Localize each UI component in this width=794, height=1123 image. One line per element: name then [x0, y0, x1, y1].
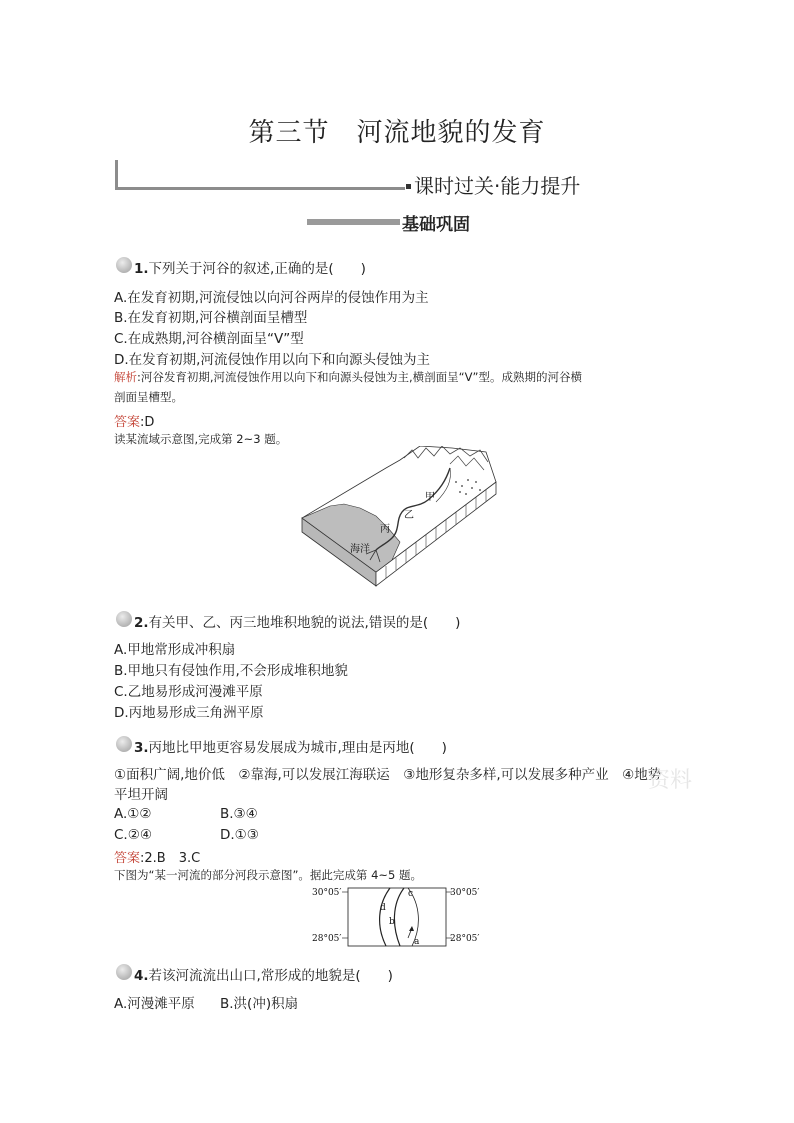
point-d: d — [380, 903, 386, 913]
subsection-title: 基础巩固 — [402, 215, 470, 235]
explanation-line-2: 剖面呈槽型。 — [114, 390, 183, 404]
q3-option-b: B.③④ — [220, 806, 258, 822]
question-bullet-icon — [116, 964, 132, 980]
q3-option-c: C.②④ — [114, 827, 152, 843]
question-4 — [134, 964, 393, 984]
river-segment-diagram — [312, 884, 482, 950]
figure-2-intro: 下图为“某一河流的部分河段示意图”。据此完成第 4~5 题。 — [114, 868, 422, 882]
question-bullet-icon — [116, 257, 132, 273]
question-2 — [134, 611, 460, 631]
lat-bottom-right: 28°05′ — [450, 934, 480, 944]
question-stem: 丙地比甲地更容易发展成为城市,理由是丙地( ) — [148, 740, 447, 756]
section-bullet — [406, 184, 411, 189]
figure-1-intro: 读某流域示意图,完成第 2~3 题。 — [114, 432, 288, 446]
answer-label: 答案 — [114, 415, 141, 430]
q23-answer — [114, 847, 200, 866]
explanation-label: 解析 — [114, 370, 137, 384]
section-title: 课时过关·能力提升 — [414, 174, 581, 198]
question-number: 2. — [134, 615, 149, 631]
q1-answer — [114, 411, 154, 430]
q3-items-line-1: ①面积广阔,地价低 ②靠海,可以发展江海联运 ③地形复杂多样,可以发展多种产业 ④地势 — [114, 767, 662, 783]
lat-top-right: 30°05′ — [450, 888, 480, 898]
section-bracket-vertical — [115, 160, 118, 190]
q2-option-a: A.甲地常形成冲积扇 — [114, 642, 236, 658]
q2-option-c: C.乙地易形成河漫滩平原 — [114, 684, 263, 700]
q2-option-d: D.丙地易形成三角洲平原 — [114, 705, 264, 721]
watermark: 资料 — [648, 768, 693, 793]
answer-value: :D — [140, 415, 155, 430]
q3-items-line-2: 平坦开阔 — [114, 787, 168, 803]
q1-option-c: C.在成熟期,河谷横剖面呈“V”型 — [114, 331, 304, 347]
q4-option-b: B.洪(冲)积扇 — [220, 996, 299, 1012]
subsection-bar — [307, 219, 400, 225]
q1-option-d: D.在发育初期,河流侵蚀作用以向下和向源头侵蚀为主 — [114, 352, 430, 368]
page-title: 第三节 河流地貌的发育 — [248, 118, 546, 148]
question-number: 1. — [134, 261, 149, 277]
question-bullet-icon — [116, 611, 132, 627]
q1-option-b: B.在发育初期,河谷横剖面呈槽型 — [114, 310, 308, 326]
watershed-diagram — [300, 446, 500, 588]
question-stem: 若该河流流出山口,常形成的地貌是( ) — [148, 968, 393, 984]
question-bullet-icon — [116, 736, 132, 752]
question-stem: 有关甲、乙、丙三地堆积地貌的说法,错误的是( ) — [148, 615, 461, 631]
lat-top-left: 30°05′ — [312, 888, 342, 898]
q3-option-a: A.①② — [114, 806, 152, 822]
section-bracket-horizontal — [115, 187, 405, 190]
q1-explanation — [114, 367, 694, 407]
lat-bottom-left: 28°05′ — [312, 934, 342, 944]
question-number: 4. — [134, 968, 149, 984]
question-number: 3. — [134, 740, 149, 756]
question-stem: 下列关于河谷的叙述,正确的是( ) — [148, 261, 366, 277]
question-3 — [134, 736, 447, 756]
q2-option-b: B.甲地只有侵蚀作用,不会形成堆积地貌 — [114, 663, 348, 679]
question-1 — [134, 257, 366, 277]
label-sea: 海洋 — [350, 544, 370, 555]
answer-label: 答案 — [114, 851, 141, 866]
label-bing: 丙 — [380, 524, 390, 535]
q3-option-d: D.①③ — [220, 827, 259, 843]
q4-option-a: A.河漫滩平原 — [114, 996, 195, 1012]
label-jia: 甲 — [425, 492, 435, 503]
label-yi: 乙 — [404, 510, 414, 521]
explanation-line-1: :河谷发育初期,河流侵蚀作用以向下和向源头侵蚀为主,横剖面呈“V”型。成熟期的河谷横 — [137, 370, 582, 384]
answer-value: :2.B 3.C — [140, 851, 201, 866]
point-c: c — [408, 889, 414, 899]
q1-option-a: A.在发育初期,河流侵蚀以向河谷两岸的侵蚀作用为主 — [114, 290, 429, 306]
point-a: a — [414, 937, 420, 947]
point-b: b — [389, 917, 395, 927]
